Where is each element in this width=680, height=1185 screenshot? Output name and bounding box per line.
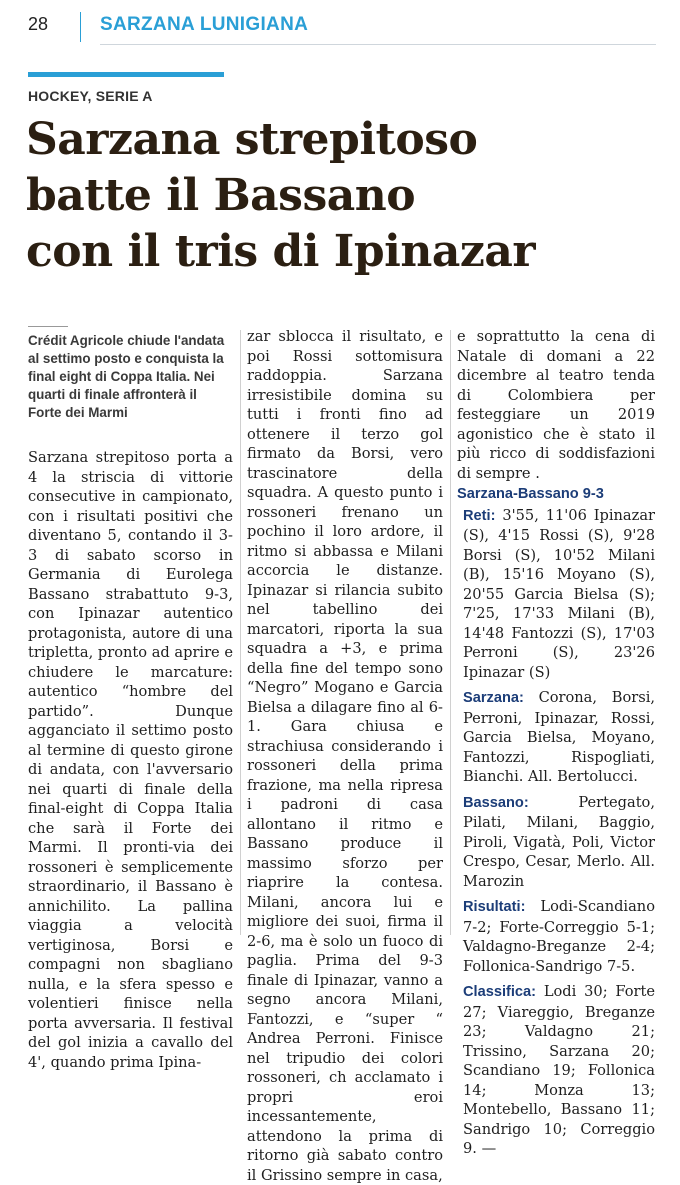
classifica-label: Classifica: bbox=[463, 984, 537, 1000]
body-text: e soprattutto la cena di Natale di domani a 22 dicembre al teatro tenda di Colombiera per festeggiare un 2019 agonistico che è stato il più ricco di soddisfazioni di sempre . bbox=[457, 328, 655, 482]
section-rule bbox=[100, 44, 656, 45]
sarzana-text: Corona, Borsi, Perroni, Ipinazar, Rossi, Garcia Bielsa, Moyano, Fantozzi, Rispogliati, Bianchi. All. Bertolucci. bbox=[463, 689, 656, 785]
headline-line-2: batte il Bassano bbox=[26, 170, 416, 221]
scorebox-sarzana bbox=[457, 688, 655, 787]
bassano-text: Pertegato, Pilati, Milani, Baggio, Piroli, Vigatà, Poli, Victor Crespo, Cesar, Merlo. All. Marozin bbox=[463, 793, 655, 890]
risultati-text: Lodi-Scandiano 7-2; Forte-Correggio 5-1; Valdagno-Breganze 2-4; Follonica-Sandrigo 7-5. bbox=[463, 898, 655, 975]
article-summary: Crédit Agricole chiude l'andata al settimo posto e conquista la final eight di Coppa Italia. Nei quarti di finale affronterà il Forte dei Marmi bbox=[28, 333, 225, 420]
reti-label: Reti: bbox=[463, 507, 496, 524]
body-column-1 bbox=[28, 448, 233, 1072]
section-name: SARZANA LUNIGIANA bbox=[100, 14, 309, 35]
headline bbox=[26, 112, 656, 280]
column-rule bbox=[240, 330, 241, 935]
page-number: 28 bbox=[28, 14, 49, 34]
bassano-label: Bassano: bbox=[463, 794, 529, 811]
summary-rule bbox=[28, 326, 68, 327]
headline-line-1: Sarzana strepitoso bbox=[26, 114, 478, 165]
scorebox-reti bbox=[457, 506, 655, 683]
body-text: Sarzana strepitoso porta a 4 la striscia di vittorie consecutive in campionato, con i risultati positivi che diventano 5, contando il 3-3 di sabato scorso in Germania di Eurolega Bassano strabattuto 9-3, con Ipinazar autentico protagonista, autore di una tripletta, pronto ad aprire e chiudere le marcature: autentico “hombre del partido”. Dunque agganciato il settimo posto al termine di questo girone di andata, con l'avversario nei quarti di finale della final-eight di Coppa Italia che sarà il Forte dei Marmi. Il pronti-via dei rossoneri è semplicemente straordinario, il Bassano è annichilito. La pallina viaggia a velocità vertiginosa, Borsi e compagni non sbagliano nulla, e la sfera spesso e volentieri finisce nella porta avversaria. Il festival del gol inizia a cavallo del 4', quando prima Ipina- bbox=[28, 449, 233, 1071]
body-column-2 bbox=[247, 327, 443, 1185]
scorebox-risultati bbox=[457, 897, 655, 976]
scorebox-title: Sarzana-Bassano 9-3 bbox=[457, 486, 604, 502]
body-column-3 bbox=[457, 327, 655, 1165]
scorebox-classifica bbox=[457, 982, 655, 1159]
headline-line-3: con il tris di Ipinazar bbox=[26, 226, 536, 277]
reti-text: 3'55, 11'06 Ipinazar (S), 4'15 Rossi (S), 9'28 Borsi (S), 10'52 Milani (B), 15'16 Moyano (S), 20'55 Garcia Bielsa (S); 7'25, 17'33 Milani (B), 14'48 Fantozzi (S), 17'03 Perroni (S), 23'26 Ipinazar (S) bbox=[463, 506, 655, 681]
risultati-label: Risultati: bbox=[463, 899, 526, 915]
scorebox-bassano bbox=[457, 793, 655, 892]
classifica-text: Lodi 30; Forte 27; Viareggio, Breganze 23; Valdagno 21; Trissino, Sarzana 20; Scandiano 19; Follonica 14; Monza 13; Montebello, Bassano 11; Sandrigo 10; Correggio 9. — bbox=[463, 983, 656, 1157]
sarzana-label: Sarzana: bbox=[463, 690, 524, 706]
kicker-bar bbox=[28, 72, 224, 77]
column-rule bbox=[450, 330, 451, 935]
body-text: zar sblocca il risultato, e poi Rossi sottomisura raddoppia. Sarzana irresistibile domina su tutti i fronti fino ad ottenere il terzo gol firmato da Borsi, vero trascinatore della squadra. A questo punto i rossoneri frenano un pochino il loro ardore, il ritmo si abbassa e Milani accorcia le distanze. Ipinazar si rilancia subito nel tabellino dei marcatori, riporta la sua squadra a +3, e prima della fine del tempo sono “Negro” Mogano e Garcia Bielsa a dilagare fino al 6-1. Gara chiusa e strachiusa considerando i rossoneri della prima frazione, ma nella ripresa i padroni di casa allontano il ritmo e Bassano produce il massimo sforzo per riaprire la contesa. Milani, ancora lui e migliore dei suoi, firma il 2-6, ma è solo un fuoco di paglia. Prima del 9-3 finale di Ipinazar, vanno a segno ancora Milani, Fantozzi, e “super “ Andrea Perroni. Finisce nel tripudio dei colori rossoneri, ch acclamato i propri eroi incessantemente, attendono la prima di ritorno già sabato contro il Grissino sempre in casa, bbox=[247, 328, 443, 1184]
kicker: HOCKEY, SERIE A bbox=[28, 88, 153, 104]
header-divider bbox=[80, 12, 81, 42]
